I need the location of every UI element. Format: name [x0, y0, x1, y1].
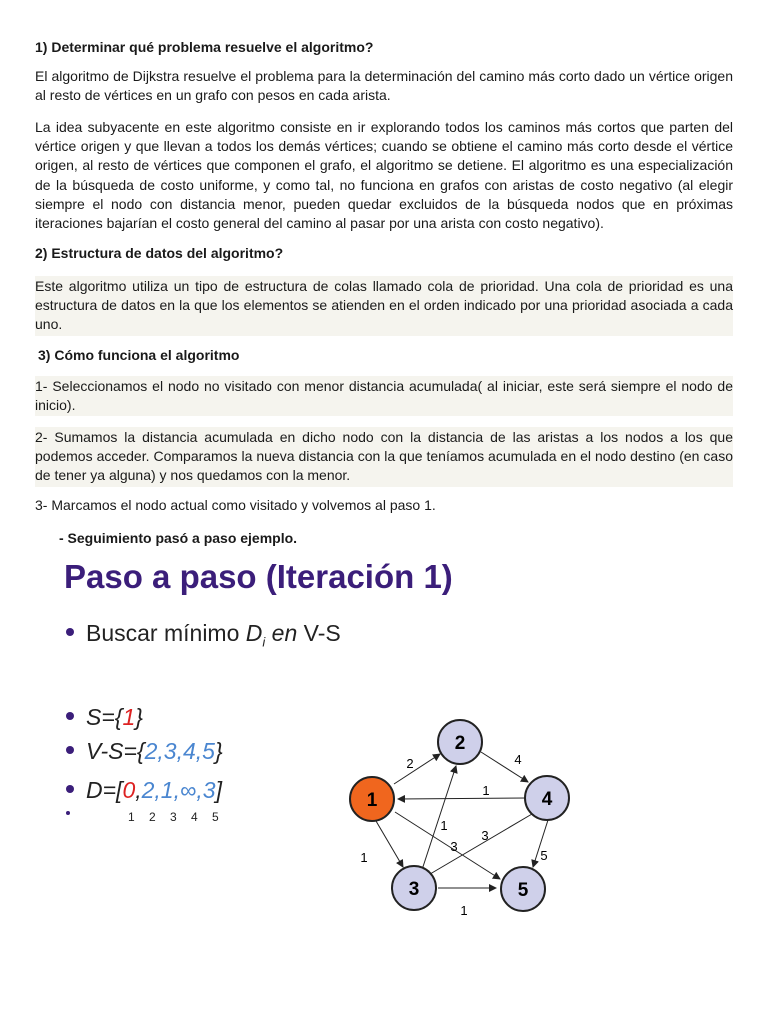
edge-label-4-3: 3	[481, 828, 489, 843]
section-2-heading: 2) Estructura de datos del algoritmo?	[35, 245, 284, 261]
edge-label-1-2: 2	[406, 756, 414, 771]
bullet-set-vs: V-S={2,3,4,5}	[66, 738, 223, 765]
index-label: 3	[170, 810, 177, 824]
edge-label-4-5: 5	[540, 848, 548, 863]
index-label: 1	[128, 810, 135, 824]
edge-label-4-1: 1	[482, 783, 490, 798]
edge-label-3-5: 1	[460, 903, 468, 918]
section-2-paragraph: Este algoritmo utiliza un tipo de estructura de colas llamado cola de prioridad. Una cola de prioridad es una estructura de datos en la que los elementos se atienden en el orden indicado por una prioridad asociada a cada uno.	[35, 276, 733, 336]
bullet-buscar-minimo: Buscar mínimo $D_i$ en V-S	[66, 620, 341, 650]
section-3-heading: 3) Cómo funciona el algoritmo	[38, 347, 240, 363]
section-3-step-2: 2- Sumamos la distancia acumulada en dicho nodo con la distancia de las aristas a los nodos a los que podemos acceder. Comparamos la nueva distancia con la que teníamos acumulada en el nodo destino (en caso de tener ya alguna) y nos quedamos con la menor.	[35, 427, 733, 487]
index-label: 4	[191, 810, 198, 824]
graph-node-label-2: 2	[454, 733, 466, 754]
slide-image	[58, 552, 718, 937]
graph-node-label-1: 1	[366, 790, 378, 811]
edge-label-1-5: 3	[450, 839, 458, 854]
edge-4-1	[398, 798, 527, 799]
bullet-dot-icon	[66, 746, 74, 754]
section-3-step-3: 3- Marcamos el nodo actual como visitado y volvemos al paso 1.	[35, 497, 436, 513]
bullet-dot-icon	[66, 785, 74, 793]
example-label: - Seguimiento pasó a paso ejemplo.	[59, 530, 298, 546]
edge-label-1-3: 1	[360, 850, 368, 865]
graph-node-label-4: 4	[541, 789, 553, 810]
bullet-dot-icon	[66, 811, 70, 815]
section-1-heading: 1) Determinar qué problema resuelve el algoritmo?	[35, 39, 374, 55]
edge-1-2	[394, 754, 440, 784]
bullet-indices	[66, 806, 70, 822]
bullet-distances: D=[0,2,1,∞,3]	[66, 777, 222, 804]
bullet-dot-icon	[66, 712, 74, 720]
graph-diagram	[328, 702, 608, 932]
bullet-dot-icon	[66, 628, 74, 636]
edge-label-2-4: 4	[514, 752, 522, 767]
edge-1-3	[376, 821, 403, 867]
edge-3-2	[418, 766, 456, 882]
bullet-set-s: S={1}	[66, 704, 143, 731]
graph-node-label-3: 3	[408, 879, 420, 900]
section-1-paragraph-2: La idea subyacente en este algoritmo consiste en ir explorando todos los caminos más cortos que parten del vértice origen y que llevan a todos los demás vértices; cuando se obtiene el camino más corto desde el vértice origen, al resto de vértices que componen el grafo, el algoritmo se detiene. El algoritmo es una especialización de la búsqueda de costo uniforme, y como tal, no funciona en grafos con aristas de costo negativo (al elegir siempre el nodo con distancia menor, pueden quedar excluidos de la búsqueda nodos que en próximas iteraciones bajarían el costo general del camino al pasar por una arista con costo negativo).	[35, 119, 733, 232]
slide-title: Paso a paso (Iteración 1)	[64, 558, 453, 595]
section-1-paragraph-1: El algoritmo de Dijkstra resuelve el problema para la determinación del camino más corto dado un vértice origen al resto de vértices en un grafo con pesos en cada arista.	[35, 68, 733, 104]
graph-node-label-5: 5	[517, 880, 529, 901]
section-3-step-1: 1- Seleccionamos el nodo no visitado con menor distancia acumulada( al iniciar, este será siempre el nodo de inicio).	[35, 376, 733, 416]
edge-label-3-2: 1	[440, 818, 448, 833]
index-label: 5	[212, 810, 219, 824]
distance-indices	[128, 810, 233, 824]
index-label: 2	[149, 810, 156, 824]
